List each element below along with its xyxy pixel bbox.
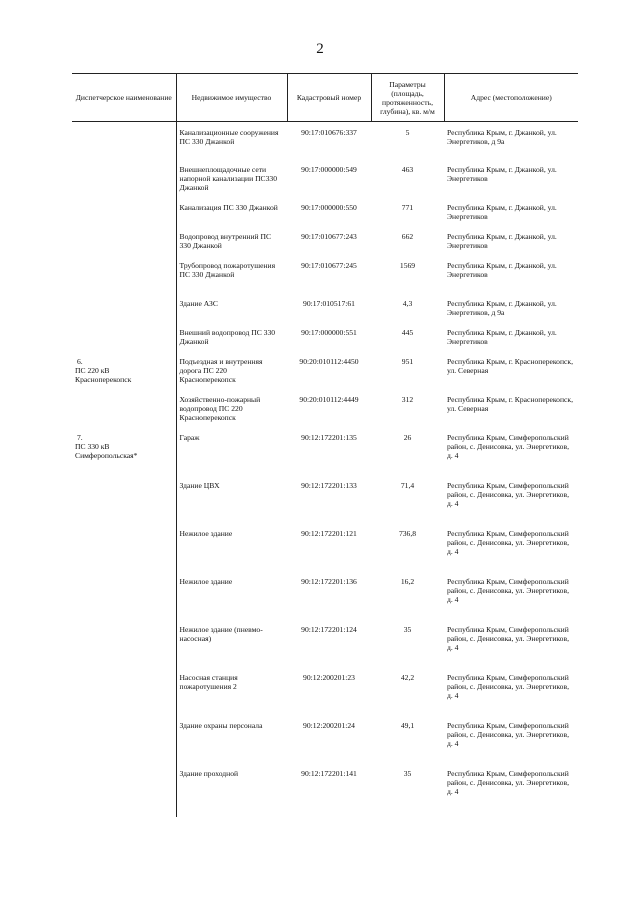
table-row bbox=[72, 203, 578, 232]
property-cell: Здание охраны персонала bbox=[179, 721, 263, 730]
table-row bbox=[72, 769, 578, 817]
table-row bbox=[72, 165, 578, 203]
dispatch-cell bbox=[72, 577, 176, 625]
address-cell: Республика Крым, г. Красноперекопск, ул. Северная bbox=[447, 395, 573, 413]
dispatch-name: ПС 330 кВ Симферопольская* bbox=[75, 442, 138, 460]
dispatch-cell bbox=[72, 769, 176, 817]
property-cell: Внешний водопровод ПС 330 Джанкой bbox=[179, 328, 276, 346]
cadastral-cell: 90:17:010676:337 bbox=[301, 128, 357, 137]
table-row bbox=[72, 481, 578, 529]
row-number: 7. bbox=[77, 433, 83, 442]
cadastral-cell: 90:17:010677:243 bbox=[301, 232, 357, 241]
dispatch-cell bbox=[72, 357, 176, 395]
header-dispatch-name: Диспетчерское наименование bbox=[72, 74, 176, 122]
parameter-cell: 312 bbox=[401, 395, 414, 404]
table-row bbox=[72, 128, 578, 165]
table-row bbox=[72, 721, 578, 769]
address-cell: Республика Крым, Симферопольский район, с. Денисовка, ул. Энергетиков, д. 4 bbox=[447, 529, 569, 556]
dispatch-cell bbox=[72, 673, 176, 721]
table-row bbox=[72, 328, 578, 357]
cadastral-cell: 90:17:010517:61 bbox=[303, 299, 355, 308]
dispatch-cell bbox=[72, 529, 176, 577]
property-cell: Подъездная и внутренняя дорога ПС 220 Красноперекопск bbox=[179, 357, 263, 384]
dispatch-name: ПС 220 кВ Красноперекопск bbox=[75, 366, 132, 384]
parameter-cell: 35 bbox=[403, 625, 412, 634]
property-cell: Водопровод внутренний ПС 330 Джанкой bbox=[179, 232, 272, 250]
dispatch-cell bbox=[72, 395, 176, 433]
address-cell: Республика Крым, г. Красноперекопск, ул. Северная bbox=[447, 357, 573, 375]
dispatch-cell bbox=[72, 625, 176, 673]
table-header-row bbox=[72, 74, 578, 122]
property-cell: Канализационные сооружения ПС 330 Джанкой bbox=[179, 128, 279, 146]
address-cell: Республика Крым, Симферопольский район, с. Денисовка, ул. Энергетиков, д. 4 bbox=[447, 481, 569, 508]
address-cell: Республика Крым, г. Джанкой, ул. Энергетиков bbox=[447, 165, 557, 183]
address-cell: Республика Крым, г. Джанкой, ул. Энергетиков bbox=[447, 328, 557, 346]
dispatch-cell bbox=[72, 328, 176, 357]
header-property: Недвижимое имущество bbox=[176, 74, 287, 122]
parameter-cell: 771 bbox=[401, 203, 414, 212]
address-cell: Республика Крым, Симферопольский район, с. Денисовка, ул. Энергетиков, д. 4 bbox=[447, 673, 569, 700]
property-table bbox=[72, 73, 578, 817]
property-cell: Нежилое здание (пневмо-насосная) bbox=[179, 625, 263, 643]
dispatch-cell bbox=[72, 433, 176, 481]
cadastral-cell: 90:12:172201:121 bbox=[301, 529, 357, 538]
parameter-cell: 463 bbox=[401, 165, 414, 174]
cadastral-cell: 90:12:200201:24 bbox=[303, 721, 355, 730]
dispatch-cell bbox=[72, 261, 176, 299]
table-row bbox=[72, 232, 578, 261]
parameter-cell: 5 bbox=[405, 128, 410, 137]
address-cell: Республика Крым, Симферопольский район, с. Денисовка, ул. Энергетиков, д. 4 bbox=[447, 625, 569, 652]
table-row bbox=[72, 357, 578, 395]
cadastral-cell: 90:17:000000:551 bbox=[301, 328, 357, 337]
address-cell: Республика Крым, г. Джанкой, ул. Энергетиков bbox=[447, 203, 557, 221]
address-cell: Республика Крым, Симферопольский район, с. Денисовка, ул. Энергетиков, д. 4 bbox=[447, 721, 569, 748]
table-row bbox=[72, 261, 578, 299]
cadastral-cell: 90:12:172201:135 bbox=[301, 433, 357, 442]
cadastral-cell: 90:17:000000:550 bbox=[301, 203, 357, 212]
parameter-cell: 42,2 bbox=[400, 673, 415, 682]
cadastral-cell: 90:12:172201:133 bbox=[301, 481, 357, 490]
dispatch-cell bbox=[72, 481, 176, 529]
table-row bbox=[72, 529, 578, 577]
property-cell: Здание ЦВХ bbox=[179, 481, 220, 490]
cadastral-cell: 90:17:010677:245 bbox=[301, 261, 357, 270]
cadastral-cell: 90:20:010112:4450 bbox=[299, 357, 359, 366]
address-cell: Республика Крым, г. Джанкой, ул. Энергетиков, д 9а bbox=[447, 128, 557, 146]
table-row bbox=[72, 299, 578, 328]
parameter-cell: 445 bbox=[401, 328, 414, 337]
property-cell: Здание АЗС bbox=[179, 299, 218, 308]
cadastral-cell: 90:12:172201:136 bbox=[301, 577, 357, 586]
dispatch-cell bbox=[72, 128, 176, 165]
header-parameters: Параметры (площадь, протяженность, глубина), кв. м/м bbox=[371, 74, 444, 122]
address-cell: Республика Крым, Симферопольский район, с. Денисовка, ул. Энергетиков, д. 4 bbox=[447, 433, 569, 460]
parameter-cell: 16,2 bbox=[400, 577, 415, 586]
cadastral-cell: 90:12:172201:141 bbox=[301, 769, 357, 778]
address-cell: Республика Крым, г. Джанкой, ул. Энергетиков bbox=[447, 261, 557, 279]
property-cell: Нежилое здание bbox=[179, 529, 233, 538]
property-cell: Насосная станция пожаротушения 2 bbox=[179, 673, 238, 691]
table-row bbox=[72, 625, 578, 673]
parameter-cell: 71,4 bbox=[400, 481, 415, 490]
property-cell: Хозяйственно-пожарный водопровод ПС 220 Красноперекопск bbox=[179, 395, 261, 422]
cadastral-cell: 90:20:010112:4449 bbox=[299, 395, 359, 404]
parameter-cell: 1569 bbox=[399, 261, 416, 270]
table-row bbox=[72, 673, 578, 721]
dispatch-cell bbox=[72, 299, 176, 328]
address-cell: Республика Крым, г. Джанкой, ул. Энергетиков bbox=[447, 232, 557, 250]
dispatch-cell bbox=[72, 203, 176, 232]
table-row bbox=[72, 395, 578, 433]
parameter-cell: 662 bbox=[401, 232, 414, 241]
header-cadastral-number: Кадастровый номер bbox=[287, 74, 371, 122]
cadastral-cell: 90:12:200201:23 bbox=[303, 673, 355, 682]
address-cell: Республика Крым, Симферопольский район, с. Денисовка, ул. Энергетиков, д. 4 bbox=[447, 577, 569, 604]
property-cell: Здание проходной bbox=[179, 769, 239, 778]
address-cell: Республика Крым, г. Джанкой, ул. Энергетиков, д 9а bbox=[447, 299, 557, 317]
parameter-cell: 736,8 bbox=[398, 529, 417, 538]
dispatch-cell bbox=[72, 232, 176, 261]
table-row bbox=[72, 577, 578, 625]
property-cell: Трубопровод пожаротушения ПС 330 Джанкой bbox=[179, 261, 276, 279]
parameter-cell: 26 bbox=[403, 433, 412, 442]
dispatch-cell bbox=[72, 721, 176, 769]
parameter-cell: 951 bbox=[401, 357, 414, 366]
parameter-cell: 49,1 bbox=[400, 721, 415, 730]
dispatch-cell bbox=[72, 165, 176, 203]
cadastral-cell: 90:12:172201:124 bbox=[301, 625, 357, 634]
table-row bbox=[72, 433, 578, 481]
property-cell: Гараж bbox=[179, 433, 200, 442]
parameter-cell: 4,3 bbox=[402, 299, 413, 308]
row-number: 6. bbox=[77, 357, 83, 366]
header-address: Адрес (местоположение) bbox=[444, 74, 578, 122]
cadastral-cell: 90:17:000000:549 bbox=[301, 165, 357, 174]
page-number: 2 bbox=[316, 41, 324, 57]
property-cell: Нежилое здание bbox=[179, 577, 233, 586]
parameter-cell: 35 bbox=[403, 769, 412, 778]
table-body bbox=[72, 122, 578, 818]
property-cell: Канализация ПС 330 Джанкой bbox=[179, 203, 278, 212]
address-cell: Республика Крым, Симферопольский район, с. Денисовка, ул. Энергетиков, д. 4 bbox=[447, 769, 569, 796]
property-cell: Внешнеплощадочные сети напорной канализации ПС330 Джанкой bbox=[179, 165, 278, 192]
